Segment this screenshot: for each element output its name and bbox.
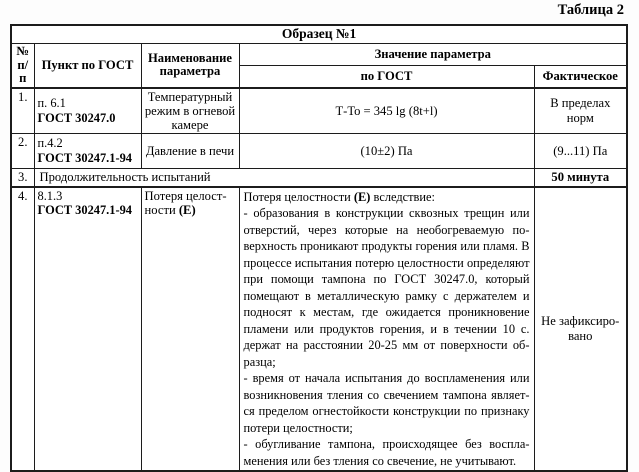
row4-clause-item: 8.1.3	[37, 188, 63, 203]
row1-value-gost: Т-То = 345 lg (8t+l)	[239, 88, 534, 134]
detail-item-1: - образования в конструкции сквозных трещин или отверстий, через которые на необогреваемую поверхность проникают продукты горения или пламя. В процессе испытания потерю целостности определяют при помощи тампона по ГОСТ 30247.0, который помещают в металлическую рамку с держателем и подносят к местам, где ожидается проникновение пламени или продуктов горения, и в течении 10 с. держат на расстоянии 20-25 мм от поверхности образца;	[243, 206, 530, 369]
row2-clause-gost: ГОСТ 30247.1-94	[37, 151, 132, 166]
row4-clause-gost: ГОСТ 30247.1-94	[37, 203, 132, 218]
header-by-gost: по ГОСТ	[239, 65, 534, 87]
detail-item-3: - обугливание тампона, происходящее без воспламенения или без тления со свечение, не учитывают.	[243, 437, 530, 468]
row2-value-gost: (10±2) Па	[239, 134, 534, 169]
row3-title: Продолжительность испытаний	[34, 169, 534, 187]
detail-intro-prefix: Потеря целостности	[243, 189, 354, 204]
row1-value-actual: В пределах норм	[534, 88, 627, 134]
row1-clause	[34, 88, 141, 134]
row2-value-actual: (9...11) Па	[534, 134, 627, 169]
row1-param-name: Температурный режим в огневой камере	[141, 88, 239, 134]
detail-intro-e: (Е)	[353, 189, 371, 204]
table-caption-row	[11, 25, 627, 44]
table-row-2	[11, 134, 627, 169]
row4-actual-line2: вано	[568, 328, 593, 343]
row4-param-line1: Потеря целост-	[144, 188, 227, 203]
row4-param-line2-e: (Е)	[178, 202, 196, 217]
table-caption: Образец №1	[11, 25, 627, 44]
row4-actual-line1: Не зафиксиро-	[541, 314, 620, 329]
row2-clause-item: п.4.2	[37, 136, 63, 151]
spec-table	[10, 24, 628, 472]
row2-num: 2.	[11, 134, 34, 169]
row4-param-line2-text: ности	[144, 202, 179, 217]
row4-clause	[34, 187, 141, 472]
header-num-top: №	[16, 44, 30, 58]
header-num	[11, 44, 34, 88]
row3-value-actual: 50 минута	[534, 169, 627, 187]
row4-value-gost-detail	[239, 187, 534, 472]
detail-intro-suffix: вследствие:	[370, 189, 435, 204]
table-row-1	[11, 88, 627, 134]
header-value: Значение параметра	[239, 44, 627, 66]
table-row-4	[11, 187, 627, 472]
header-num-bottom: п/п	[17, 57, 29, 86]
row4-num: 4.	[11, 187, 34, 472]
row4-param-line2	[145, 203, 236, 217]
detail-intro	[244, 189, 530, 206]
row1-clause-item: п. 6.1	[37, 96, 66, 111]
header-row-1	[11, 44, 627, 66]
row4-value-actual	[534, 187, 627, 472]
row4-param-name	[141, 187, 239, 472]
table-row-3	[11, 169, 627, 187]
detail-item-2: - время от начала испытания до воспламенения или возникновения тления со свечением тампона является пределом огнестойкости конструкции по признаку потери целостности;	[243, 371, 530, 435]
row2-param-name: Давление в печи	[141, 134, 239, 169]
header-param-name: Наименование параметра	[141, 44, 239, 88]
row3-num: 3.	[11, 169, 34, 187]
table-label: Таблица 2	[557, 2, 624, 18]
row2-clause	[34, 134, 141, 169]
header-clause: Пункт по ГОСТ	[34, 44, 141, 88]
row1-clause-gost: ГОСТ 30247.0	[37, 110, 116, 125]
header-actual: Фактическое	[534, 65, 627, 87]
row1-num: 1.	[11, 88, 34, 134]
